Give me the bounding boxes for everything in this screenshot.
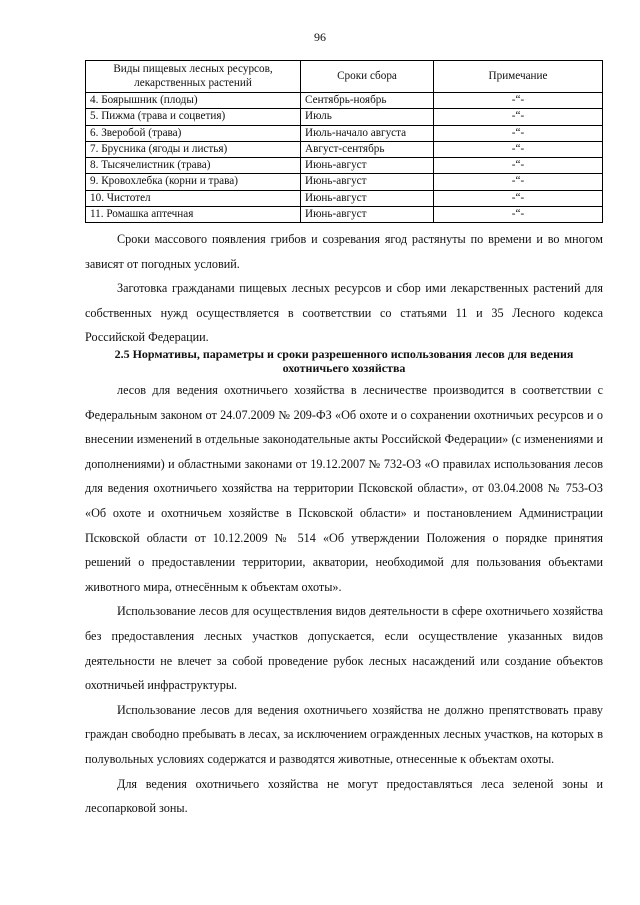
table-row <box>86 141 603 157</box>
cell-note: -“- <box>434 158 603 174</box>
cell-period: Сентябрь-ноябрь <box>301 93 434 109</box>
cell-note: -“- <box>434 93 603 109</box>
header-resource-type: Виды пищевых лесных ресурсов, лекарственных растений <box>86 61 301 93</box>
cell-resource: 5. Пижма (трава и соцветия) <box>86 109 301 125</box>
table-header-row <box>86 61 603 93</box>
cell-resource: 9. Кровохлебка (корни и трава) <box>86 174 301 190</box>
paragraph: Сроки массового появления грибов и созревания ягод растянуты по времени и во многом зависят от погодных условий. <box>85 232 603 271</box>
cell-resource: 11. Ромашка аптечная <box>86 207 301 223</box>
paragraph: Для ведения охотничьего хозяйства не могут предоставляться леса зеленой зоны и лесопарковой зоны. <box>85 776 603 816</box>
table-row <box>86 109 603 125</box>
table-row <box>86 174 603 190</box>
cell-period: Июль <box>301 109 434 125</box>
cell-note: -“- <box>434 207 603 223</box>
cell-resource: 6. Зверобой (трава) <box>86 125 301 141</box>
paragraph: Использование лесов для осуществления видов деятельности в сфере охотничьего хозяйства без предоставления лесных участков допускается, если осуществление указанных видов деятельности не влечет за собой проведение рубок лесных насаждений или создание объектов охотничьей инфраструктуры. <box>85 604 603 693</box>
cell-resource: 8. Тысячелистник (трава) <box>86 158 301 174</box>
body-text-top <box>85 227 603 350</box>
cell-period: Июнь-август <box>301 190 434 206</box>
cell-note: -“- <box>434 109 603 125</box>
cell-period: Июнь-август <box>301 158 434 174</box>
cell-period: Июль-начало августа <box>301 125 434 141</box>
cell-note: -“- <box>434 125 603 141</box>
table-row <box>86 158 603 174</box>
paragraph: Заготовка гражданами пищевых лесных ресурсов и сбор ими лекарственных растений для собственных нужд осуществляется в соответствии со статьями 11 и 35 Лесного кодекса Российской Федерации. <box>85 281 603 345</box>
cell-period: Июнь-август <box>301 174 434 190</box>
paragraph: лесов для ведения охотничьего хозяйства в лесничестве производится в соответствии с Федеральным законом от 24.07.2009 № 209-ФЗ «Об охоте и о сохранении охотничьих ресурсов и о внесении изменений в отдельные законодательные акты Российской Федерации» (с изменениями и дополнениями) и областными законами от 19.12.2007 № 732-ОЗ «О правилах использования лесов для ведения охотничьего хозяйства на территории Псковской области», от 03.04.2008 № 753-ОЗ «Об охоте и охотничьем хозяйстве в Псковской области» и постановлением Администрации Псковской области от 10.12.2009 № 514 «Об утверждении Положения о порядке принятия решений о предоставлении территории, акватории, необходимой для пользования объектами животного мира, отнесённым к объектам охоты». <box>85 383 603 594</box>
body-text-main <box>85 378 603 821</box>
header-note: Примечание <box>434 61 603 93</box>
cell-resource: 10. Чистотел <box>86 190 301 206</box>
table-row <box>86 125 603 141</box>
cell-resource: 7. Брусника (ягоды и листья) <box>86 141 301 157</box>
paragraph: Использование лесов для ведения охотничьего хозяйства не должно препятствовать праву граждан свободно пребывать в лесах, за исключением огражденных лесных участков, на которых в полувольных условиях содержатся и разводятся животные, отнесенные к объектам охоты. <box>85 702 603 766</box>
cell-resource: 4. Боярышник (плоды) <box>86 93 301 109</box>
cell-note: -“- <box>434 141 603 157</box>
section-heading: 2.5 Нормативы, параметры и сроки разрешенного использования лесов для ведения охотничьего хозяйства <box>114 347 574 375</box>
header-collection-period: Сроки сбора <box>301 61 434 93</box>
table-row <box>86 93 603 109</box>
cell-period: Июнь-август <box>301 207 434 223</box>
cell-note: -“- <box>434 190 603 206</box>
table-row <box>86 207 603 223</box>
page-number: 96 <box>314 30 326 44</box>
resources-table <box>85 60 603 223</box>
cell-period: Август-сентябрь <box>301 141 434 157</box>
cell-note: -“- <box>434 174 603 190</box>
table-row <box>86 190 603 206</box>
